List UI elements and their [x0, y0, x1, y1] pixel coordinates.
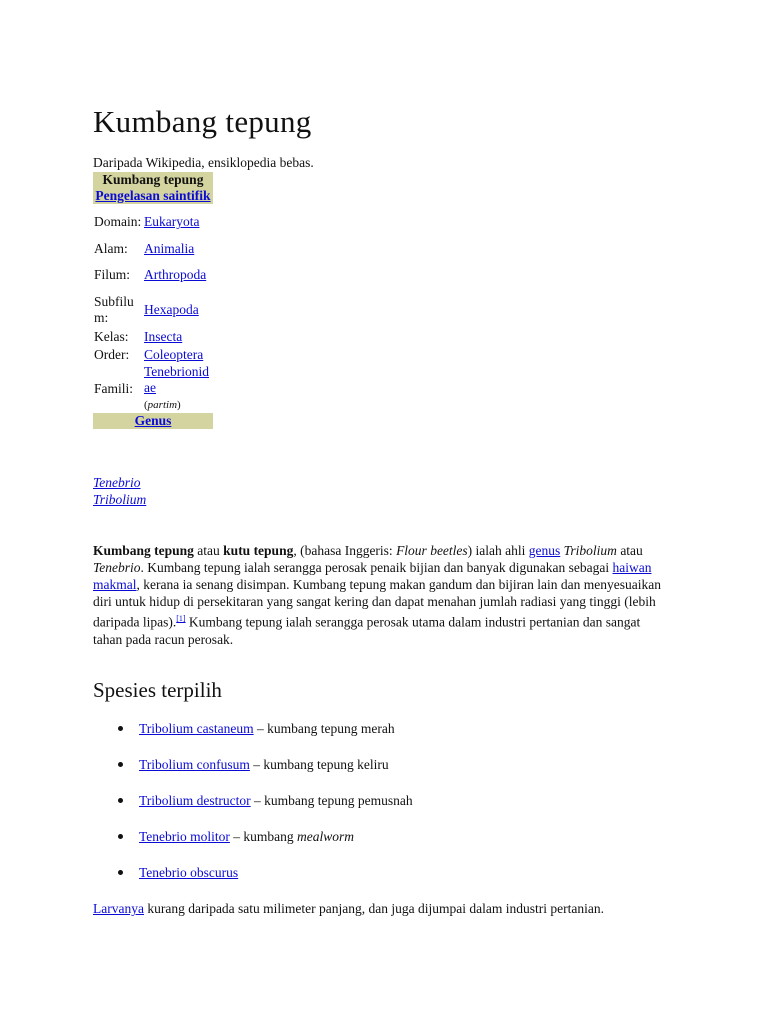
taxobox-label: Famili:: [94, 380, 134, 396]
site-subtitle: Daripada Wikipedia, ensiklopedia bebas.: [93, 155, 314, 170]
lab-animal-link[interactable]: haiwan makmal: [93, 560, 652, 592]
intro-paragraph: Kumbang tepung atau kutu tepung, (bahasa Inggeris: Flour beetles) ialah ahli genus Tribolium atau Tenebrio. Kumbang tepung ialah serangga perosak penaik bijian dan banyak digunakan sebagai haiwan makmal, kerana ia senang disimpan. Kumbang tepung makan gandum dan bijiran lain dan menyesuaikan diri untuk hidup di persekitaran yang sangat kering dan dapat menahan jumlah radiasi yang tinggi (lebih daripada lipas).[1] Kumbang tepung ialah serangga perosak utama dalam industri pertanian dan sangat tahan pada racun perosak.: [93, 543, 661, 647]
list-item: Tribolium destructor – kumbang tepung pemusnah: [93, 792, 413, 828]
page-title: Kumbang tepung: [93, 104, 312, 139]
taxobox-row-famili: Famili: Tenebrionidae (partim): [94, 364, 210, 411]
species-link[interactable]: Tribolium destructor: [139, 793, 251, 808]
taxobox-row-subfilum: [93, 292, 213, 328]
taxobox-label: Order:: [94, 347, 130, 362]
genus-link-tribolium[interactable]: Tribolium: [93, 492, 147, 507]
taxobox: [93, 172, 213, 429]
taxobox-header-row: [93, 172, 213, 188]
genus-header-link[interactable]: Genus: [134, 413, 172, 428]
taxon-link-insecta[interactable]: Insecta: [144, 329, 183, 344]
english-name: Flour beetles: [396, 543, 468, 558]
taxobox-row-order: [93, 346, 213, 364]
species-link[interactable]: Tenebrio obscurus: [139, 865, 239, 880]
list-item: Tribolium confusum – kumbang tepung keliru: [93, 756, 413, 792]
taxobox-label: Subfilum:: [94, 294, 134, 325]
taxobox-label: Domain:: [94, 214, 142, 229]
bold-name: Kumbang tepung: [93, 543, 194, 558]
species-link[interactable]: Tribolium confusum: [139, 757, 250, 772]
taxon-link-hexapoda[interactable]: Hexapoda: [144, 302, 199, 317]
classification-link[interactable]: Pengelasan saintifik: [95, 188, 211, 203]
taxobox-label: Filum:: [94, 267, 131, 282]
list-item: [93, 864, 413, 900]
taxobox-row-domain: [93, 204, 213, 240]
taxobox-name: Kumbang tepung: [93, 172, 213, 188]
list-item: Tribolium castaneum – kumbang tepung merah: [93, 720, 413, 756]
taxobox-row-filum: [93, 258, 213, 292]
larva-paragraph: Larvanya kurang daripada satu milimeter panjang, dan juga dijumpai dalam industri pertanian.: [93, 901, 604, 916]
taxobox-label: Alam:: [94, 241, 128, 256]
species-list: [93, 720, 413, 900]
taxon-link-animalia[interactable]: Animalia: [144, 241, 195, 256]
bold-alt-name: kutu tepung: [223, 543, 294, 558]
genus-link-tenebrio[interactable]: Tenebrio: [93, 475, 141, 490]
taxobox-label: Kelas:: [94, 329, 129, 344]
species-link[interactable]: Tribolium castaneum: [139, 721, 254, 736]
taxobox-genus-row: [93, 413, 213, 429]
genus-link[interactable]: genus: [528, 543, 561, 558]
taxobox-row-alam: [93, 240, 213, 258]
taxobox-row-kelas: [93, 328, 213, 346]
partim-note: partim: [147, 399, 178, 411]
list-item: Tenebrio molitor – kumbang mealworm: [93, 828, 413, 864]
taxon-link-eukaryota[interactable]: Eukaryota: [144, 214, 200, 229]
taxobox-classification-row: [93, 188, 213, 204]
genus-tribolium: Tribolium: [563, 543, 617, 558]
species-link[interactable]: Tenebrio molitor: [139, 829, 230, 844]
taxon-link-coleoptera[interactable]: Coleoptera: [144, 347, 204, 362]
larva-link[interactable]: Larvanya: [93, 901, 144, 916]
taxon-link-arthropoda[interactable]: Arthropoda: [144, 267, 207, 282]
section-heading-species: Spesies terpilih: [93, 678, 222, 702]
reference-link[interactable]: [1]: [176, 614, 186, 623]
genus-list: [93, 474, 146, 508]
genus-tenebrio: Tenebrio: [93, 560, 141, 575]
taxon-link-tenebrionidae[interactable]: Tenebrionidae: [144, 364, 210, 395]
